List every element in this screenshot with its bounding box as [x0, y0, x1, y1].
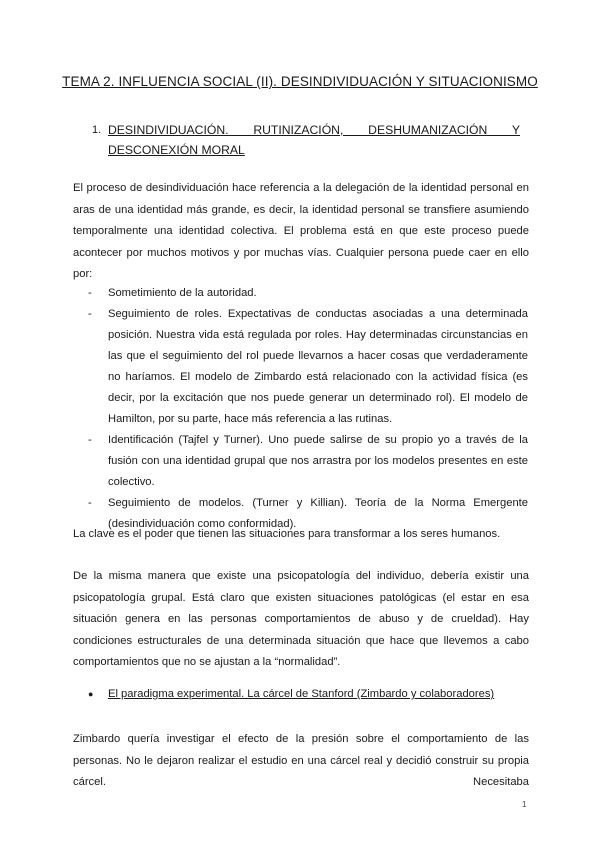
paragraph-zimbardo: Zimbardo quería investigar el efecto de la presión sobre el comportamiento de las personas. No le dejaron realizar el estudio en una cárcel real y decidió construir su propia cárcel. Necesitaba	[73, 733, 529, 788]
list-item	[88, 430, 528, 493]
list-item-text: Identificación (Tajfel y Turner). Uno puede salirse de su propio yo a través de la fusión con una identidad grupal que nos arrastra por los modelos presentes en este colectivo.	[108, 434, 528, 488]
list-marker: -	[88, 497, 92, 509]
list-marker: -	[88, 308, 92, 320]
bullet-icon: ●	[88, 689, 94, 699]
list-item	[88, 304, 528, 430]
list-item	[88, 283, 528, 304]
section-heading	[92, 120, 520, 160]
list-item-text: Seguimiento de modelos. (Turner y Killian). Teoría de la Norma Emergente (desindividuación como conformidad).	[108, 497, 528, 530]
section-number: 1.	[92, 124, 102, 136]
document-title: TEMA 2. INFLUENCIA SOCIAL (II). DESINDIVIDUACIÓN Y SITUACIONISMO	[62, 74, 538, 89]
list-item-text: Seguimiento de roles. Expectativas de conductas asociadas a una determinada posición. Nuestra vida está regulada por roles. Hay determinadas circunstancias en las que el seguimiento del rol puede llevarnos a hacer cosas que verdaderamente no haríamos. El modelo de Zimbardo está relacionado con la actividad física (es decir, por la excitación que nos puede generar un determinado rol). El modelo de Hamilton, por su parte, hace más referencia a las rutinas.	[108, 308, 528, 425]
experiment-heading-text: El paradigma experimental. La cárcel de Stanford (Zimbardo y colaboradores)	[108, 688, 495, 700]
paragraph-psicopatologia: De la misma manera que existe una psicopatología del individuo, debería existir una psicopatología grupal. Está claro que existen situaciones patológicas (el estar en esa situación genera en las personas comportamientos de abuso y de crueldad). Hay condiciones estructurales de una determinada situación que hace que llevemos a cabo comportamientos que no se ajustan a la “normalidad”.	[73, 570, 529, 668]
experiment-heading	[88, 688, 494, 700]
factors-list	[88, 283, 528, 535]
page-number: 1	[522, 800, 527, 809]
list-item-text: Sometimiento de la autoridad.	[108, 287, 257, 299]
section-heading-text: DESINDIVIDUACIÓN. RUTINIZACIÓN, DESHUMANIZACIÓN Y DESCONEXIÓN MORAL	[108, 123, 520, 157]
paragraph-intro: El proceso de desindividuación hace referencia a la delegación de la identidad personal en aras de una identidad más grande, es decir, la identidad personal se transfiere asumiendo temporalmente una identidad colectiva. El problema está en que este proceso puede acontecer por muchos motivos y por muchas vías. Cualquier persona puede caer en ello por:	[73, 182, 529, 280]
list-marker: -	[88, 287, 92, 299]
paragraph-clave: La clave es el poder que tienen las situaciones para transformar a los seres humanos.	[73, 528, 501, 540]
list-marker: -	[88, 434, 92, 446]
